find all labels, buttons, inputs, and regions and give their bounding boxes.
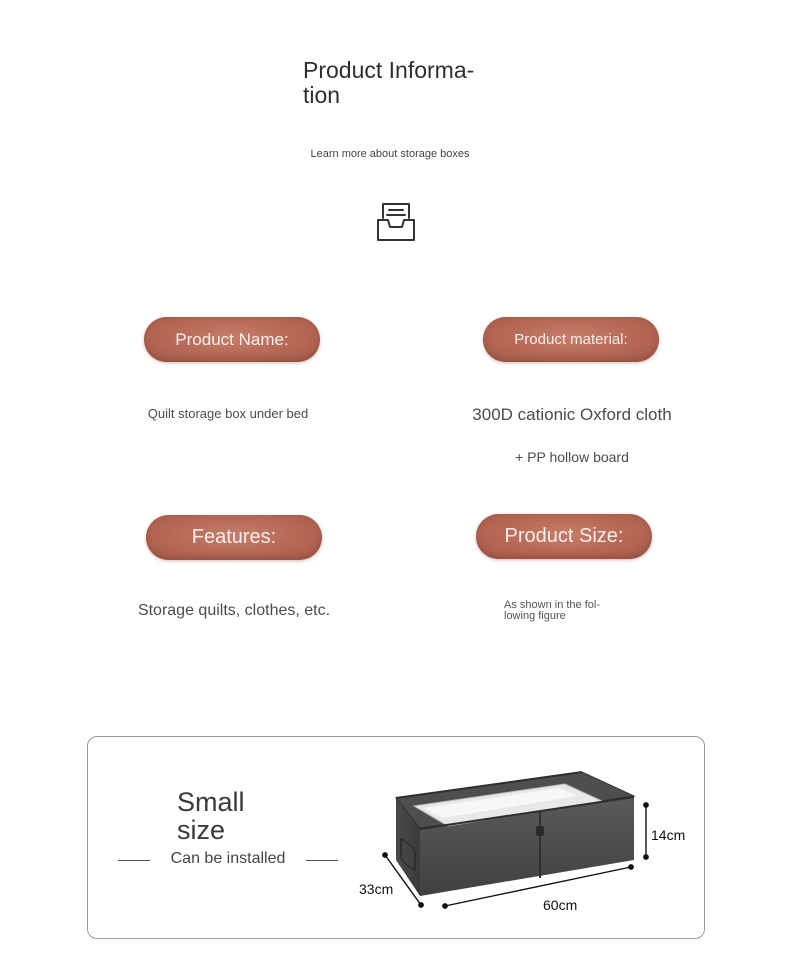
- product-size-value: As shown in the fol- lowing figure: [504, 599, 600, 622]
- page-subtitle: Learn more about storage boxes: [310, 148, 470, 160]
- product-size-badge: [476, 514, 652, 559]
- product-material-value-line1: 300D cationic Oxford cloth: [472, 405, 672, 424]
- dimension-lines: [378, 795, 678, 915]
- product-material-value-line2: + PP hollow board: [515, 449, 629, 465]
- product-material-badge: [483, 317, 659, 362]
- depth-dimension-label: 33cm: [359, 881, 394, 897]
- product-name-label: Product Name:: [175, 329, 289, 349]
- divider-left: [118, 860, 150, 861]
- size-card-title: Small size: [177, 787, 245, 845]
- height-dimension-label: 14cm: [651, 827, 686, 843]
- product-size-label: Product Size:: [504, 525, 624, 547]
- features-badge: [146, 515, 322, 560]
- page-title: Product Informa- tion: [303, 57, 475, 108]
- width-dimension-label: 60cm: [543, 897, 578, 913]
- features-label: Features:: [191, 526, 277, 548]
- size-card-subtitle: Can be installed: [170, 850, 286, 867]
- product-material-label: Product material:: [514, 331, 628, 348]
- storage-tray-icon: [375, 200, 417, 244]
- product-name-value: Quilt storage box under bed: [147, 406, 309, 421]
- features-value: Storage quilts, clothes, etc.: [137, 602, 331, 619]
- product-name-badge: [144, 317, 320, 362]
- divider-right: [306, 860, 338, 861]
